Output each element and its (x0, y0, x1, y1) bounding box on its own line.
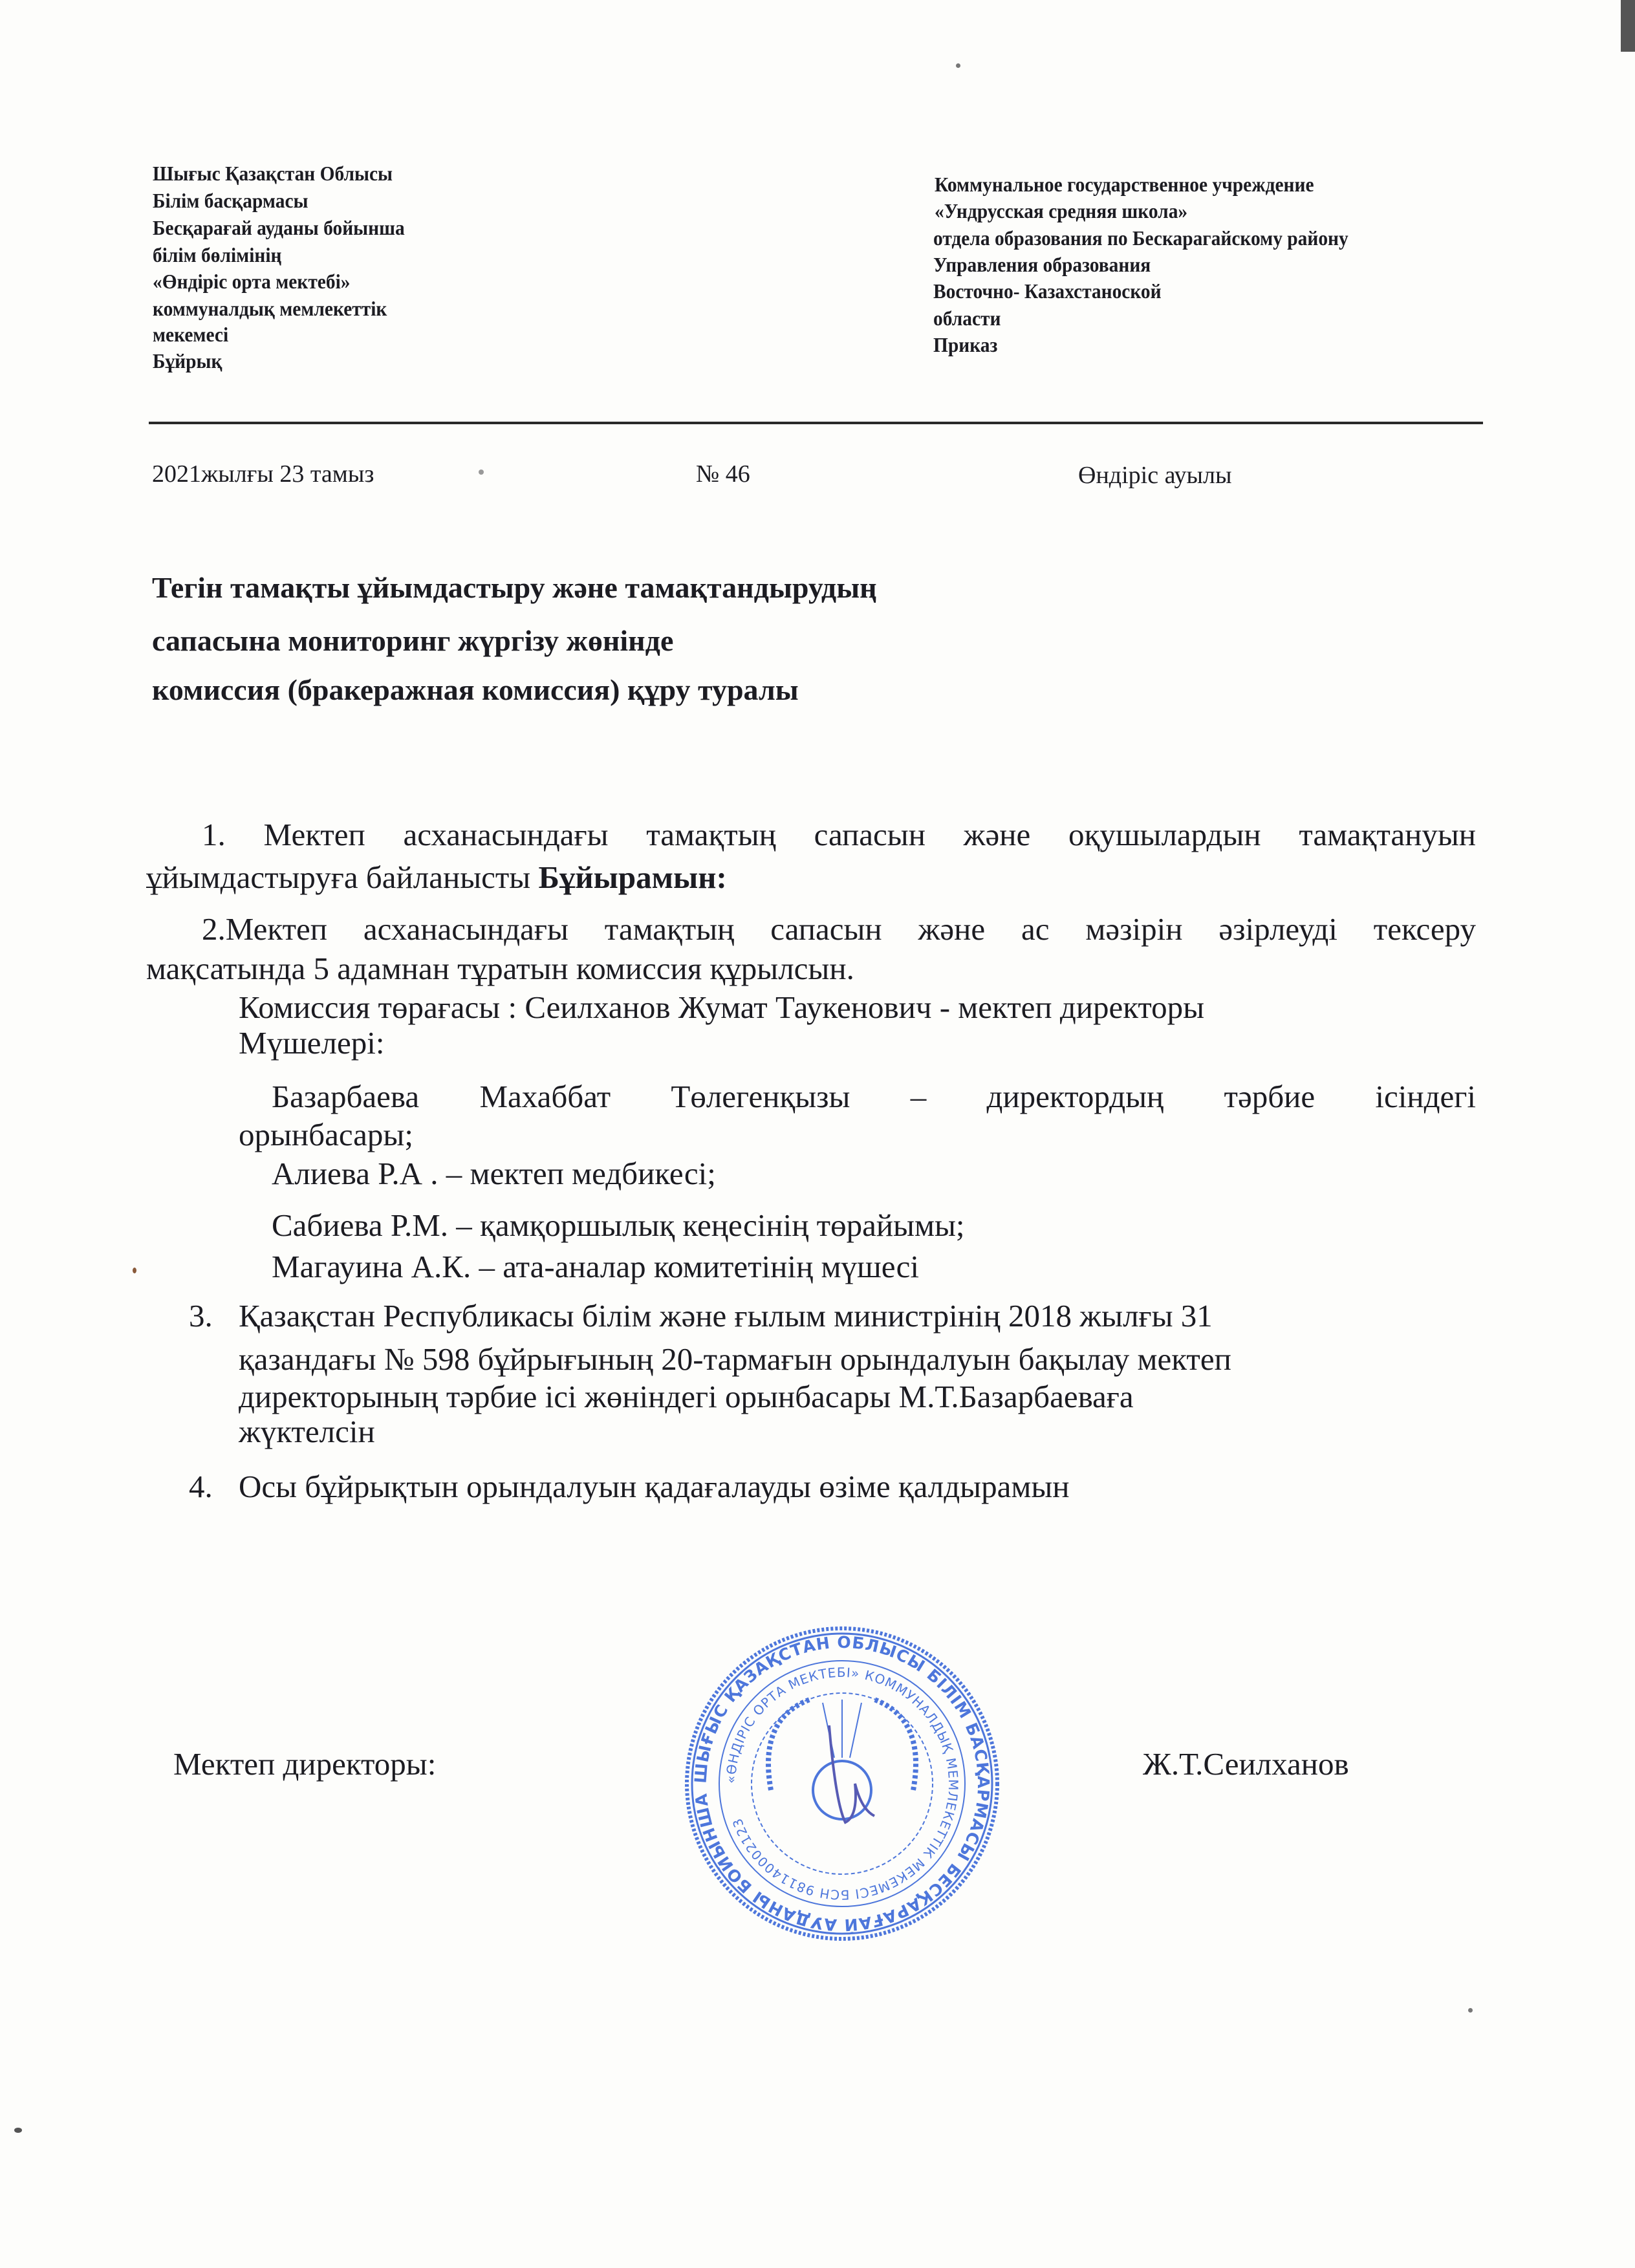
signatory-name: Ж.Т.Сеилханов (1143, 1746, 1349, 1782)
header-right-line: Восточно- Казахстаноской (933, 279, 1162, 303)
scan-speck (479, 470, 484, 475)
scan-speck (14, 2128, 22, 2133)
scan-speck (1468, 2008, 1473, 2013)
header-right-line: отдела образования по Бескарагайскому району (933, 226, 1348, 250)
paragraph-3-line: қазандағы № 598 бұйрығының 20-тармағын орындалуын бақылау мектеп (239, 1341, 1231, 1377)
paragraph-4-line: Осы бұйрықтын орындалуын қадағалауды өзіме қалдырамын (239, 1469, 1070, 1504)
title-line: сапасына мониторинг жүргізу жөнінде (152, 624, 674, 657)
scan-speck (133, 1268, 136, 1273)
members-label: Мүшелері: (239, 1025, 385, 1061)
order-number: № 46 (696, 460, 750, 488)
paragraph-3-line: директорының тәрбие ісі жөніндегі орынбасары М.Т.Базарбаеваға (239, 1379, 1134, 1414)
stamp-inner-text: «ӨНДІРІС ОРТА МЕКТЕБІ» КОММУНАЛДЫҚ МЕМЛЕКЕТТІК МЕКЕМЕСІ БСН 981140002123 (722, 1664, 962, 1903)
header-left-line: коммуналдық мемлекеттік (153, 297, 387, 320)
paragraph-2-line: мақсатында 5 адамнан тұратын комиссия құрылсын. (146, 951, 854, 986)
member-4: Магауина А.К. – ата-аналар комитетінің мүшесі (272, 1249, 920, 1284)
paragraph-1-line (146, 861, 727, 893)
order-place: Өндіріс ауылы (1078, 462, 1232, 489)
commission-chair: Комиссия төрағасы : Сеилханов Жумат Таукенович - мектеп директоры (239, 989, 1205, 1025)
header-right-line: «Ундрусская средняя школа» (935, 199, 1188, 222)
header-left-line: білім бөлімінің (153, 243, 282, 266)
member-2: Алиева Р.А . – мектеп медбикесі; (272, 1156, 716, 1191)
header-left-line: Бесқарағай ауданы бойынша (153, 216, 405, 239)
paragraph-1-text: ұйымдастыруға байланысты (146, 859, 531, 895)
scan-speck (956, 63, 960, 68)
title-line: Тегін тамақты ұйымдастыру және тамақтандырудың (152, 571, 877, 604)
header-divider (149, 422, 1483, 424)
official-stamp (680, 1622, 1004, 1945)
header-left-line: мекемесі (153, 323, 229, 346)
header-left-line: Бұйрық (153, 349, 222, 373)
paragraph-3-number: 3. (189, 1298, 213, 1334)
header-right-line: Приказ (933, 333, 998, 356)
member-1-cont: орынбасары; (239, 1117, 413, 1152)
header-right-line: области (933, 307, 1001, 330)
title-line: комиссия (бракеражная комиссия) құру туралы (152, 673, 799, 706)
header-left-line: Білім басқармасы (153, 189, 309, 212)
stamp-outer-text: ШЫҒЫС ҚАЗАҚСТАН ОБЛЫСЫ БІЛІМ БАСҚАРМАСЫ БЕСҚАРАҒАЙ АУДАНЫ БОЙЫНША (691, 1632, 993, 1935)
paragraph-2-line: 2.Мектеп асханасындағы тамақтың сапасын және ас мәзірін әзірлеуді тексеру (202, 911, 1476, 947)
signatory-role: Мектеп директоры: (173, 1746, 437, 1782)
order-keyword: Бұйырамын: (538, 859, 727, 895)
header-left-line: «Өндіріс орта мектебі» (153, 270, 351, 293)
member-3: Сабиева Р.М. – қамқоршылық кеңесінің төрайымы; (272, 1207, 965, 1243)
paragraph-3-line: жүктелсін (239, 1414, 375, 1449)
member-1: Базарбаева Махаббат Төлегенқызы – директордың тәрбие ісіндегі (272, 1079, 1476, 1114)
header-left-line: Шығыс Қазақстан Облысы (153, 162, 393, 185)
order-date: 2021жылғы 23 тамыз (152, 460, 374, 488)
paragraph-3-line: Қазақстан Республикасы білім және ғылым министрінің 2018 жылғы 31 (239, 1298, 1213, 1334)
paragraph-4-number: 4. (189, 1469, 213, 1504)
header-right-line: Коммунальное государственное учреждение (935, 173, 1314, 196)
scan-edge-mark (1621, 0, 1635, 52)
header-right-line: Управления образования (933, 253, 1151, 276)
stamp-seal-icon (680, 1622, 1004, 1945)
paragraph-1-line: 1. Мектеп асханасындағы тамақтың сапасын және оқушылардын тамақтануын (202, 817, 1476, 852)
